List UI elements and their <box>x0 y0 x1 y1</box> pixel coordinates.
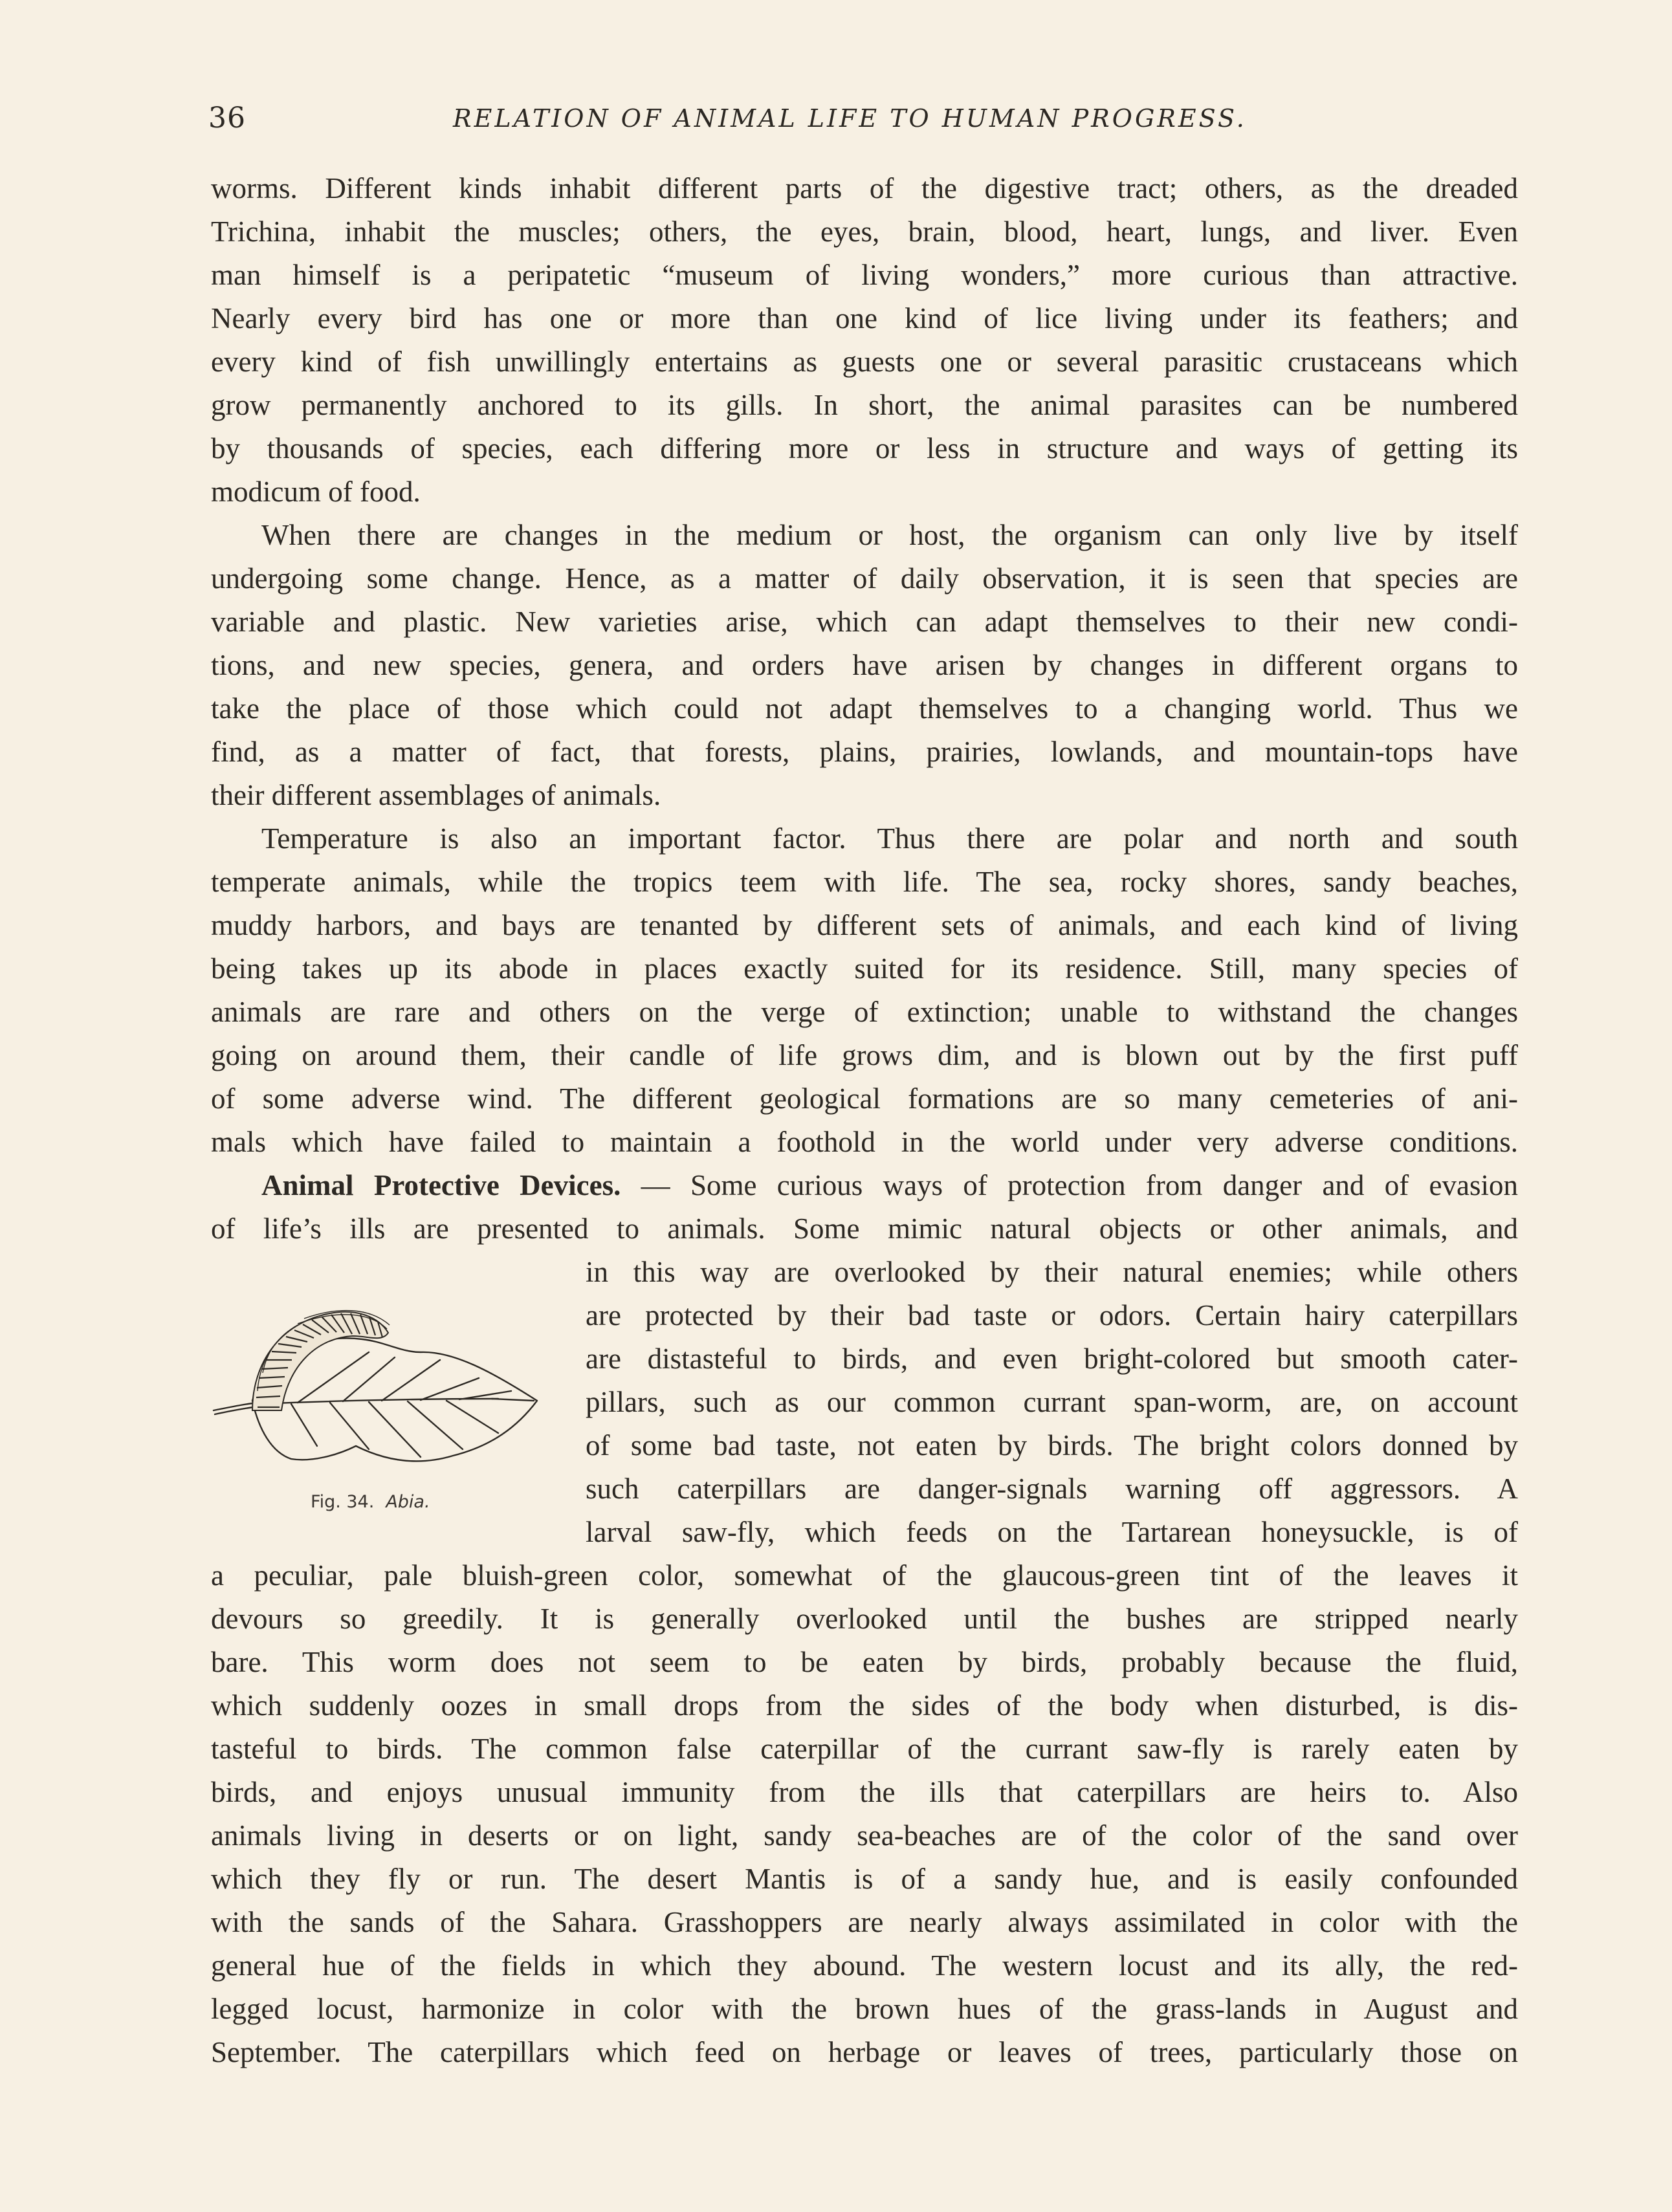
body-line: Nearly every bird has one or more than one kind of lice living under its feathers; and <box>211 302 1518 334</box>
body-line: When there are changes in the medium or host, the organism can only live by itself <box>261 519 1518 551</box>
body-line: bare. This worm does not seem to be eaten by birds, probably because the fluid, <box>211 1646 1518 1678</box>
body-line: animals are rare and others on the verge of extinction; unable to withstand the changes <box>211 996 1518 1028</box>
figure-caption <box>311 1489 430 1515</box>
body-line: animals living in deserts or on light, sandy sea-beaches are of the color of the sand over <box>211 1819 1518 1852</box>
body-line: variable and plastic. New varieties arise, which can adapt themselves to their new condi- <box>211 606 1518 638</box>
body-line: find, as a matter of fact, that forests, plains, prairies, lowlands, and mountain-tops have <box>211 736 1518 768</box>
body-line: September. The caterpillars which feed on herbage or leaves of trees, particularly those on <box>211 2036 1518 2068</box>
body-line: tasteful to birds. The common false caterpillar of the currant saw-fly is rarely eaten by <box>211 1733 1518 1765</box>
body-line: in this way are overlooked by their natural enemies; while others <box>586 1256 1518 1288</box>
body-line: temperate animals, while the tropics teem with life. The sea, rocky shores, sandy beaches, <box>211 866 1518 898</box>
body-line: pillars, such as our common currant span-worm, are, on account <box>586 1386 1518 1418</box>
body-line: tions, and new species, genera, and orders have arisen by changes in different organs to <box>211 649 1518 681</box>
body-line: by thousands of species, each differing more or less in structure and ways of getting its <box>211 432 1518 465</box>
body-line: their different assemblages of animals. <box>211 779 661 811</box>
body-line: Trichina, inhabit the muscles; others, the eyes, brain, blood, heart, lungs, and liver. Even <box>211 215 1518 248</box>
body-line: man himself is a peripatetic “museum of living wonders,” more curious than attractive. <box>211 259 1518 291</box>
body-line: going on around them, their candle of life grows dim, and is blown out by the first puff <box>211 1039 1518 1071</box>
body-line: which suddenly oozes in small drops from the sides of the body when disturbed, is dis- <box>211 1689 1518 1722</box>
body-line <box>261 1164 1518 1207</box>
body-line: grow permanently anchored to its gills. In short, the animal parasites can be numbered <box>211 389 1518 421</box>
body-line: modicum of food. <box>211 476 421 508</box>
body-line: worms. Different kinds inhabit different parts of the digestive tract; others, as the dreaded <box>211 172 1518 204</box>
body-line: are protected by their bad taste or odors. Certain hairy caterpillars <box>586 1299 1518 1331</box>
body-line: of some bad taste, not eaten by birds. The bright colors donned by <box>586 1429 1518 1462</box>
body-line: general hue of the fields in which they abound. The western locust and its ally, the red- <box>211 1949 1518 1982</box>
body-line: every kind of fish unwillingly entertains as guests one or several parasitic crustaceans which <box>211 345 1518 378</box>
body-line: muddy harbors, and bays are tenanted by different sets of animals, and each kind of living <box>211 909 1518 941</box>
figure-label: Fig. 34. <box>311 1492 375 1512</box>
body-line: larval saw-fly, which feeds on the Tartarean honeysuckle, is of <box>586 1516 1518 1548</box>
body-line: a peculiar, pale bluish-green color, somewhat of the glaucous-green tint of the leaves it <box>211 1559 1518 1592</box>
section-heading: Animal Protective Devices. <box>261 1169 621 1201</box>
section-lead-text: — Some curious ways of protection from danger and of evasion <box>641 1169 1518 1201</box>
body-line: being takes up its abode in places exactly suited for its residence. Still, many species of <box>211 952 1518 985</box>
running-title: RELATION OF ANIMAL LIFE TO HUMAN PROGRESS. <box>453 104 1247 133</box>
body-line: Temperature is also an important factor. Thus there are polar and north and south <box>261 822 1518 855</box>
body-line: birds, and enjoys unusual immunity from the ills that caterpillars are heirs to. Also <box>211 1776 1518 1808</box>
body-line: mals which have failed to maintain a foothold in the world under very adverse conditions. <box>211 1126 1518 1158</box>
body-line: such caterpillars are danger-signals warning off aggressors. A <box>586 1473 1518 1505</box>
figure-name: Abia. <box>386 1492 430 1512</box>
page-number: 36 <box>208 102 246 135</box>
body-line: of some adverse wind. The different geological formations are so many cemeteries of ani- <box>211 1082 1518 1115</box>
leaf-caterpillar-drawing <box>207 1287 556 1501</box>
body-line: undergoing some change. Hence, as a matter of daily observation, it is seen that species are <box>211 562 1518 595</box>
figure-abia-illustration <box>207 1287 556 1520</box>
body-line: which they fly or run. The desert Mantis is of a sandy hue, and is easily confounded <box>211 1863 1518 1895</box>
body-line: take the place of those which could not adapt themselves to a changing world. Thus we <box>211 692 1518 725</box>
body-line: legged locust, harmonize in color with the brown hues of the grass-lands in August and <box>211 1993 1518 2025</box>
body-line: with the sands of the Sahara. Grasshoppers are nearly always assimilated in color with the <box>211 1906 1518 1938</box>
body-line: of life’s ills are presented to animals. Some mimic natural objects or other animals, and <box>211 1212 1518 1245</box>
body-line: devours so greedily. It is generally overlooked until the bushes are stripped nearly <box>211 1603 1518 1635</box>
body-line: are distasteful to birds, and even bright-colored but smooth cater- <box>586 1342 1518 1375</box>
